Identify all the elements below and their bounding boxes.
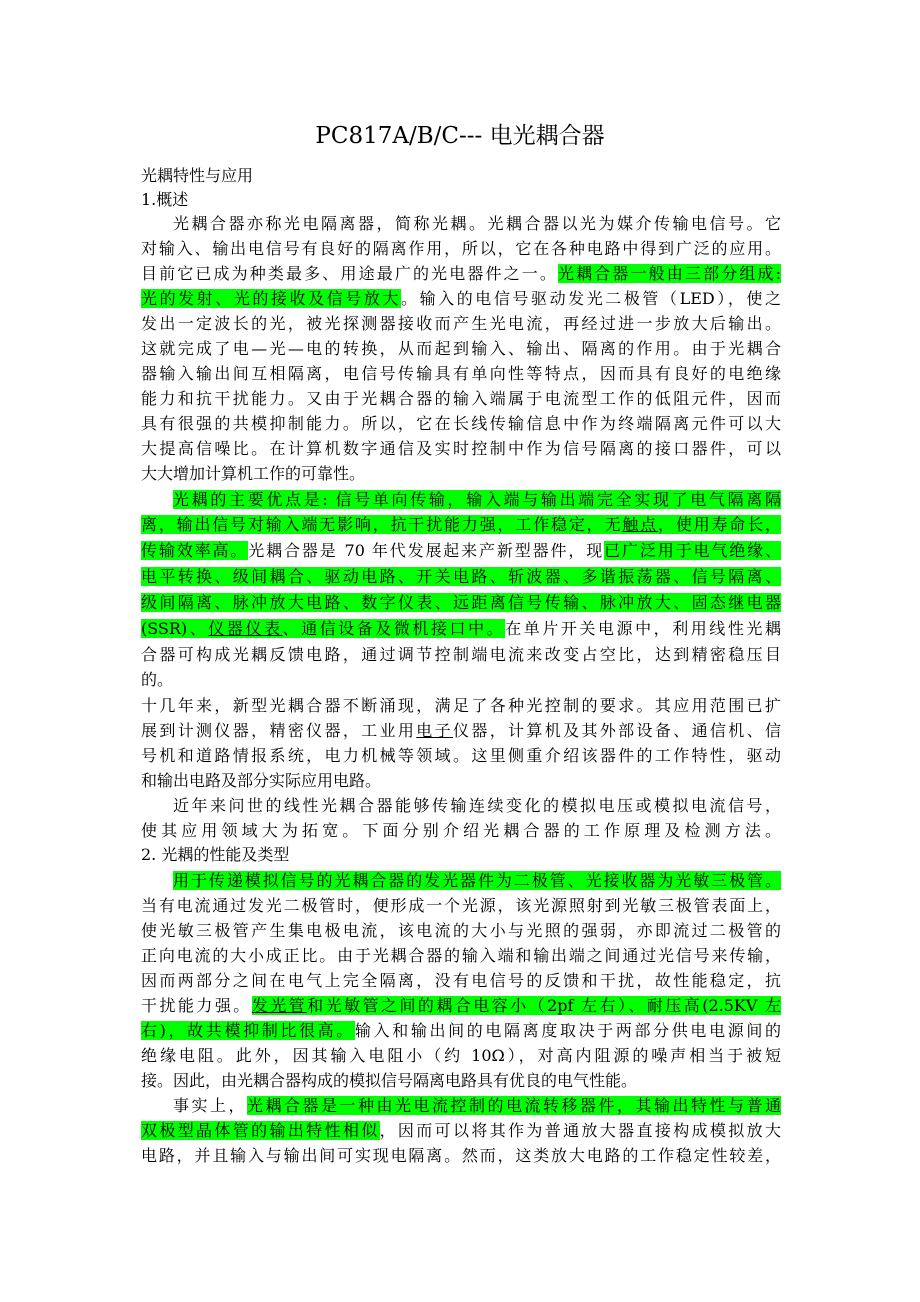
text-line <box>173 794 781 818</box>
text-line <box>141 387 781 411</box>
highlighted-text: 传输效率高。 <box>141 541 249 560</box>
text-segment: 因而两部分之间在电气上完全隔离，没有电信号的反馈和干扰，故性能稳定，抗 <box>141 971 781 990</box>
text-segment: 合器可构成光耦反馈电路，通过调节控制端电流来改变占空比，达到精密稳压目 <box>141 645 781 664</box>
text-line <box>141 668 781 692</box>
text-segment: 展到计测仪器，精密仪器，工业用 <box>141 721 417 740</box>
highlighted-text: 光耦合器一般由三部分组成: <box>558 264 781 283</box>
text-line <box>141 769 781 793</box>
text-segment: 能力和抗干扰能力。又由于光耦合器的输入端属于电流型工作的低阻元件，因而 <box>141 389 781 408</box>
text-line <box>141 412 781 436</box>
highlighted-text: 仪器仪表 <box>208 619 283 638</box>
text-segment: 接。因此，由光耦合器构成的模拟信号隔离电路具有优良的电气性能。 <box>141 1071 638 1090</box>
text-segment: 的。 <box>141 670 174 689</box>
highlighted-text: 、通信设备及微机接口中。 <box>282 619 506 638</box>
highlighted-text: 光耦合器是一种由光电流控制的电流转移器件，其输出特性与普通 <box>247 1096 781 1115</box>
text-line <box>141 1119 781 1143</box>
text-line <box>141 591 781 615</box>
text-line <box>141 565 781 589</box>
text-segment: 事实上， <box>173 1096 247 1115</box>
text-line <box>141 262 781 286</box>
text-line <box>141 1144 781 1168</box>
text-line <box>173 212 781 236</box>
text-line <box>173 869 781 893</box>
text-segment: 光耦合器是 70 年代发展起来产新型器件，现 <box>248 541 605 560</box>
highlighted-text: 光耦的主要优点是: 信号单向传输，输入端与输出端完全实现了电气隔离隔 <box>173 490 781 509</box>
text-segment: 光耦特性与应用 <box>141 166 254 185</box>
text-segment: 使其应用领域大为拓宽。下面分别介绍光耦合器的工作原理及检测方法。 <box>141 821 781 840</box>
text-segment: 绝缘电阻。此外，因其输入电阻小（约 10Ω），对高内阻源的噪声相当于被短 <box>141 1046 781 1065</box>
highlighted-text: 离，输出信号对输入端无影响，抗干扰能力强，工作稳定，无 <box>141 515 623 534</box>
text-line <box>141 944 781 968</box>
text-line <box>141 188 781 212</box>
text-segment: 对输入、输出电信号有良好的隔离作用，所以，它在各种电路中得到广泛的应用。 <box>141 239 781 258</box>
highlighted-text: 级间隔离、脉冲放大电路、数字仪表、远距离信号传输、脉冲放大、固态继电器 <box>141 593 781 612</box>
highlighted-text: 双极型晶体管的输出特性相似 <box>141 1121 380 1140</box>
highlighted-text: ，使用寿命长， <box>658 515 781 534</box>
text-line <box>141 744 781 768</box>
highlighted-text: 光的发射、光的接收及信号放大 <box>141 289 401 308</box>
text-segment: 大大增加计算机工作的可靠性。 <box>141 464 366 483</box>
highlighted-text: 已广泛用于电气绝缘、 <box>604 541 781 560</box>
text-segment: 大提高信噪比。在计算机数字通信及实时控制中作为信号隔离的接口器件，可以 <box>141 439 781 458</box>
text-segment: 仪器，计算机及其外部设备、通信机、信 <box>453 721 781 740</box>
text-line <box>141 969 781 993</box>
text-segment: 2. 光耦的性能及类型 <box>141 845 290 864</box>
text-line <box>141 843 781 867</box>
text-line <box>141 719 781 743</box>
text-segment: 干扰能力强。 <box>141 996 252 1015</box>
text-line <box>141 287 781 311</box>
text-line <box>141 819 781 843</box>
text-segment: 1.概述 <box>141 190 189 209</box>
text-segment: 十几年来，新型光耦合器不断涌现，满足了各种光控制的要求。其应用范围已扩 <box>141 696 781 715</box>
text-line <box>141 1069 781 1093</box>
text-segment: 使光敏三极管产生集电极电流，该电流的大小与光照的强弱，亦即流过二极管的 <box>141 921 781 940</box>
text-segment: 电子 <box>416 721 453 740</box>
text-segment: 这就完成了电—光—电的转换，从而起到输入、输出、隔离的作用。由于光耦合 <box>141 339 781 358</box>
text-line <box>141 437 781 461</box>
text-line <box>141 894 781 918</box>
highlighted-text: 触点 <box>622 515 658 534</box>
highlighted-text: 发光管 <box>251 996 308 1015</box>
text-line <box>173 488 781 512</box>
text-line <box>141 1019 781 1043</box>
text-line <box>141 312 781 336</box>
text-line <box>141 337 781 361</box>
highlighted-text: 用于传递模拟信号的光耦合器的发光器件为二极管、光接收器为光敏三极管。 <box>173 871 781 890</box>
document-title: PC817A/B/C--- 电光耦合器 <box>315 123 605 149</box>
text-segment: 当有电流通过发光二极管时，便形成一个光源，该光源照射到光敏三极管表面上， <box>141 896 781 915</box>
highlighted-text: 右)，故共模抑制比很高。 <box>141 1021 355 1040</box>
text-segment: 正向电流的大小成正比。由于光耦合器的输入端和输出端之间通过光信号来传输， <box>141 946 781 965</box>
text-line <box>141 919 781 943</box>
text-line <box>141 643 781 667</box>
text-segment: 和输出电路及部分实际应用电路。 <box>141 771 382 790</box>
text-segment: 输入和输出间的电隔离度取决于两部分供电电源间的 <box>354 1021 781 1040</box>
text-segment: 在单片开关电源中，利用线性光耦 <box>505 619 781 638</box>
text-segment: 器输入输出间互相隔离，电信号传输具有单向性等特点，因而具有良好的电绝缘 <box>141 364 781 383</box>
text-segment: 光耦合器亦称光电隔离器，简称光耦。光耦合器以光为媒介传输电信号。它 <box>173 214 781 233</box>
text-line <box>141 539 781 563</box>
text-line <box>141 694 781 718</box>
text-line <box>141 513 781 537</box>
text-segment: ，因而可以将其作为普通放大器直接构成模拟放大 <box>379 1121 781 1140</box>
text-line <box>141 237 781 261</box>
text-line <box>141 462 781 486</box>
text-line <box>141 617 781 641</box>
text-segment: 目前它已成为种类最多、用途最广的光电器件之一。 <box>141 264 559 283</box>
highlighted-text: (SSR)、 <box>141 619 209 638</box>
text-line <box>141 362 781 386</box>
text-segment: 近年来问世的线性光耦合器能够传输连续变化的模拟电压或模拟电流信号， <box>173 796 781 815</box>
text-segment: 发出一定波长的光，被光探测器接收而产生光电流，再经过进一步放大后输出。 <box>141 314 781 333</box>
text-segment: 。输入的电信号驱动发光二极管（LED），使之 <box>401 289 781 308</box>
text-line <box>141 1044 781 1068</box>
highlighted-text: 电平转换、级间耦合、驱动电路、开关电路、斩波器、多谐振荡器、信号隔离、 <box>141 567 781 586</box>
text-segment: 号机和道路情报系统，电力机械等领域。这里侧重介绍该器件的工作特性，驱动 <box>141 746 781 765</box>
text-line <box>141 994 781 1018</box>
text-segment: 具有很强的共模抑制能力。所以，它在长线传输信息中作为终端隔离元件可以大 <box>141 414 781 433</box>
highlighted-text: 和光敏管之间的耦合电容小（2pf 左右）、耐压高(2.5KV 左 <box>307 996 781 1015</box>
text-line <box>141 164 781 188</box>
text-segment: 电路，并且输入与输出间可实现电隔离。然而，这类放大电路的工作稳定性较差， <box>141 1146 781 1165</box>
text-line <box>173 1094 781 1118</box>
